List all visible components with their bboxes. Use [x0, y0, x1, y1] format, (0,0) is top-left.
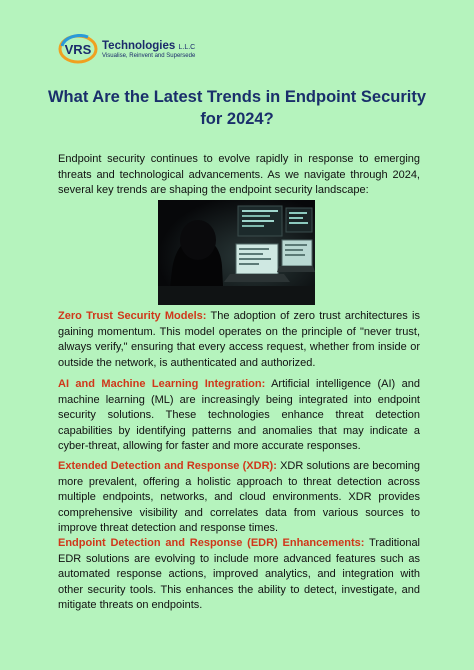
company-name-text: Technologies	[102, 39, 176, 52]
company-suffix: L.L.C	[178, 43, 196, 51]
section-heading: AI and Machine Learning Integration:	[58, 378, 266, 390]
section-edr	[58, 536, 420, 614]
section-heading: Extended Detection and Response (XDR):	[58, 460, 277, 472]
logo-mark-text: VRS	[64, 42, 92, 57]
intro-paragraph: Endpoint security continues to evolve rapidly in response to emerging threats and technological advancements. As we navigate through 2024, several key trends are shaping the endpoint security landscape:	[58, 153, 420, 196]
hacker-workstation-illustration	[158, 200, 315, 305]
section-ai-ml	[58, 377, 420, 455]
section-body: Traditional EDR solutions are evolving to include more advanced features such as automated response actions, improved analytics, and integration with other security tools. This enhances the ability to detect, investigate, and mitigate threats on endpoints.	[58, 537, 421, 611]
section-zero-trust	[58, 309, 420, 371]
section-heading: Endpoint Detection and Response (EDR) Enhancements:	[58, 537, 365, 549]
company-name	[102, 40, 195, 52]
section-body: The adoption of zero trust architectures is gaining momentum. This model operates on the principle of "never trust, always verify," ensuring that every access request, whether from inside or outside the network, is authenticated and authorized.	[58, 310, 420, 369]
section-body: XDR solutions are becoming more prevalent, offering a holistic approach to threat detection across multiple endpoints, networks, and cloud environments. XDR provides comprehensive visibility and correlates data from various sources to improve threat detection and response times.	[58, 460, 420, 534]
page-title: What Are the Latest Trends in Endpoint Security for 2024?	[47, 88, 427, 128]
section-xdr	[58, 459, 420, 537]
company-tagline: Visualise, Reinvent and Supersede	[102, 52, 196, 59]
company-logo	[58, 34, 195, 64]
vrs-logo-icon	[58, 34, 98, 64]
section-body: Artificial intelligence (AI) and machine learning (ML) are increasingly being integrated into endpoint security solutions. These technologies enhance threat detection capabilities by identifying patterns and anomalies that may indicate a cyber-threat, allowing for faster and more accurate responses.	[58, 378, 420, 452]
hero-image	[158, 200, 315, 305]
section-heading: Zero Trust Security Models:	[58, 310, 207, 322]
